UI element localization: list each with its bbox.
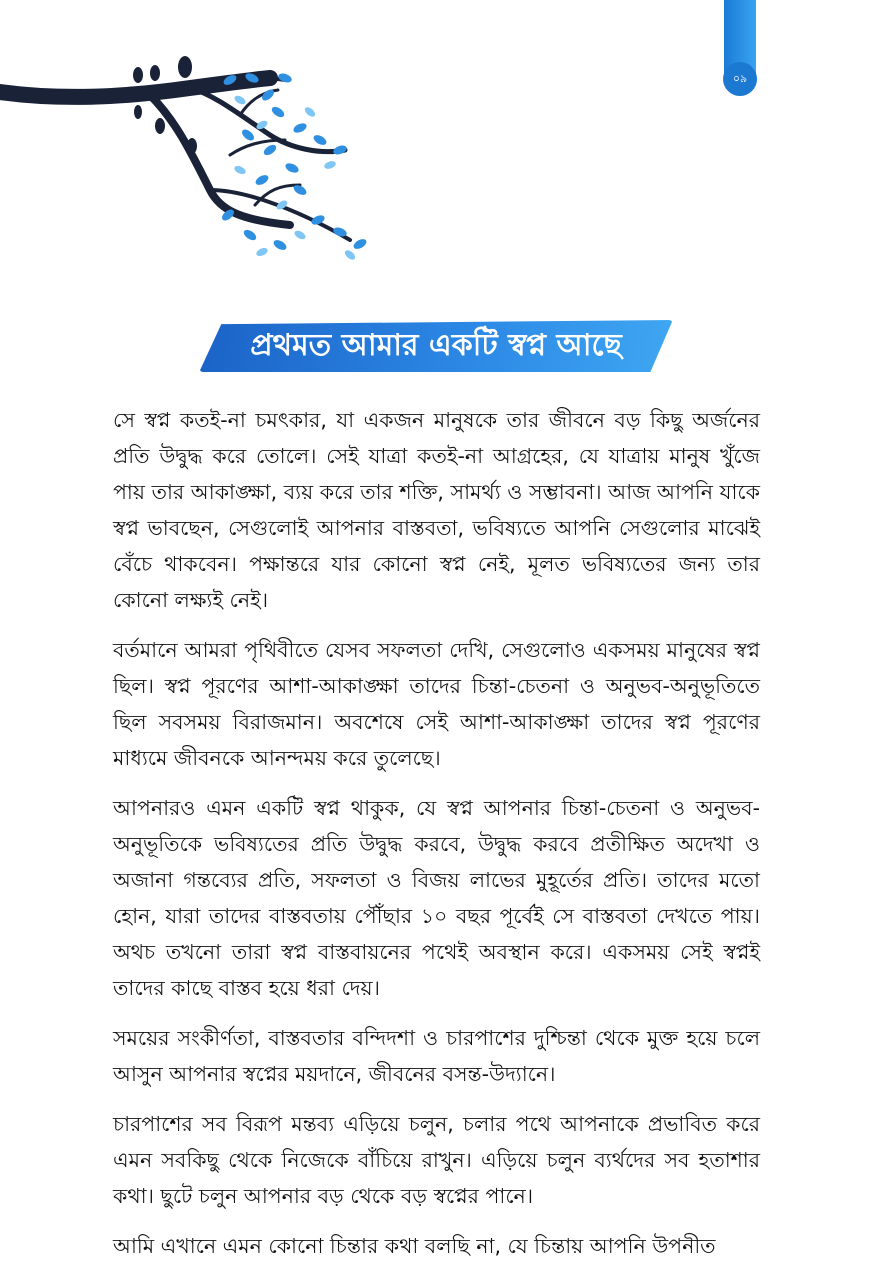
paragraph: বর্তমানে আমরা পৃথিবীতে যেসব সফলতা দেখি, সেগুলোও একসময় মানুষের স্বপ্ন ছিল। স্বপ্ন পূরণের আশা-আকাঙ্ক্ষা তাদের চিন্তা-চেতনা ও অনুভব-অনুভূতিতে ছিল সবসময় বিরাজমান। অবশেষে সেই আশা-আকাঙ্ক্ষা তাদের স্বপ্ন পূরণের মাধ্যমে জীবনকে আনন্দময় করে তুলেছে। (113, 638, 760, 770)
paragraph: সময়ের সংকীর্ণতা, বাস্তবতার বন্দিদশা ও চারপাশের দুশ্চিন্তা থেকে মুক্ত হয়ে চলে আসুন আপনার স্বপ্নের ময়দানে, জীবনের বসন্ত-উদ্যানে। (113, 1026, 760, 1086)
paragraph: আপনারও এমন একটি স্বপ্ন থাকুক, যে স্বপ্ন আপনার চিন্তা-চেতনা ও অনুভব-অনুভূতিকে ভবিষ্যতের প্রতি উদ্বুদ্ধ করবে, উদ্বুদ্ধ করবে প্রতীক্ষিত অদেখা ও অজানা গন্তব্যের প্রতি, সফলতা ও বিজয় লাভের মুহূর্তের প্রতি। তাদের মতো হোন, যারা তাদের বাস্তবতায় পৌঁছার ১০ বছর পূর্বেই সে বাস্তবতা দেখতে পায়। অথচ তখনো তারা স্বপ্ন বাস্তবায়নের পথেই অবস্থান করে। একসময় সেই স্বপ্নই তাদের কাছে বাস্তব হয়ে ধরা দেয়। (113, 796, 760, 1000)
paragraph: চারপাশের সব বিরূপ মন্তব্য এড়িয়ে চলুন, চলার পথে আপনাকে প্রভাবিত করে এমন সবকিছু থেকে নিজেকে বাঁচিয়ে রাখুন। এড়িয়ে চলুন ব্যর্থদের সব হতাশার কথা। ছুটে চলুন আপনার বড় থেকে বড় স্বপ্নের পানে। (113, 1112, 760, 1208)
page-number: ০৯ (723, 62, 757, 96)
body-text (113, 402, 760, 1278)
paragraph: আমি এখানে এমন কোনো চিন্তার কথা বলছি না, যে চিন্তায় আপনি উপনীত (113, 1234, 716, 1258)
paragraph: সে স্বপ্ন কতই-না চমৎকার, যা একজন মানুষকে তার জীবনে বড় কিছু অর্জনের প্রতি উদ্বুদ্ধ করে তোলে। সেই যাত্রা কতই-না আগ্রহের, যে যাত্রায় মানুষ খুঁজে পায় তার আকাঙ্ক্ষা, ব্যয় করে তার শক্তি, সামর্থ্য ও সম্ভাবনা। আজ আপনি যাকে স্বপ্ন ভাবছেন, সেগুলোই আপনার বাস্তবতা, ভবিষ্যতে আপনি সেগুলোর মাঝেই বেঁচে থাকবেন। পক্ষান্তরে যার কোনো স্বপ্ন নেই, মূলত ভবিষ্যতের জন্য তার কোনো লক্ষ্যই নেই। (113, 408, 760, 612)
tree-branch-illustration (0, 40, 400, 270)
chapter-title: প্রথমত আমার একটি স্বপ্ন আছে (250, 328, 622, 363)
chapter-title-banner (201, 320, 671, 372)
